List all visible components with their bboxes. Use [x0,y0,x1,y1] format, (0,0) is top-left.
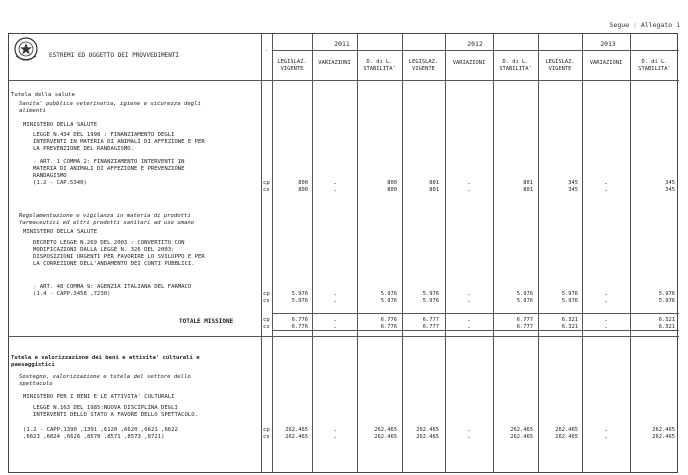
article-48-comma-9: - ART. 48 COMMA 9: AGENZIA ITALIANA DEL FARMACO (1.4 - CAPP.3458 ,7230) [33,284,192,297]
tot-2011-var-cs: - [333,324,337,331]
col-legislaz-2011: LEGISLAZ. VIGENTE [277,59,307,72]
r1-2012-stab-cp: 801 [523,180,533,186]
ministry-beni-culturali: MINISTERO PER I BENI E LE ATTIVITA' CULTURALI [23,394,175,400]
r2-2011-stab-cs: 5.976 [380,298,397,304]
r3-2011-vigente-cp: 262.465 [285,427,308,433]
budget-table: ESTREMI ED OGGETTO DEI PROVVEDIMENTI . 2011 2012 2013 LEGISLAZ. VIGENTE VARIAZIONI D. di L. STABILITA' LEGISLAZ. VIGENTE VARIAZIONI D. di L. STABILITA' LEGISLAZ. VIGENTE VARIAZIONI D. di L. STABILITA' Tutela della salute Sanita' pubblica veterinaria, igiene e sicurezza degli alimenti MINISTERO DELLA SALUTE LEGGE N.434 DEL 1998 : FINANZIAMENTO DEGLI INTERVENTI IN MATERIA DI ANIMALI DI AFFEZIONE E PER LA PREVENZIONE DEL RANDAGISMO. - ART. 1 COMMA 2: FINANZIAMENTO INTERVENTI IN MATERIA DI ANIMALI DI AFFEZIONE E PREVENZIONE RANDAGISMO (1.2 - CAP.5340) cp cs 800 800 - - 800 800 801 801 - - 801 801 345 345 - - 345 345 Regolamentazione e vigilanza in materia di prodotti farmaceutici ed altri prodotti sanitari ad uso umano MINISTERO DELLA SALUTE DECRETO LEGGE N.269 DEL 2003 : CONVERTITO CON MODIFICAZIONI DALLA LEGGE N. 326 DEL 2003: DISPOSIZIONI URGENTI PER FAVORIRE LO SVILUPPO E PER LA CORREZIONE DELL'ANDAMENTO DEI CONTI PUBBLICI. - ART. 48 COMMA 9: AGENZIA ITALIANA DEL FARMACO (1.4 - CAPP.3458 ,7230) cp cs 5.976 5.976 - - 5.976 5.976 5.976 5.976 - - 5.976 5.976 5.976 5.976 - - 5.976 5.976 TOTALE MISSIONE cp cs 6.776 6.776 - - 6.776 6.776 6.777 6.777 - - 6.777 6.777 6.321 6.321 - - 6.321 6.321 Tutela e valorizzazione dei beni e attivita' culturali e paesaggistici Sostegno, valorizzazione e tutela del settore dello spettacolo MINISTERO PER I BENI E LE ATTIVITA' CULTURALI LEGGE N.163 DEL 1985:NUOVA DISCIPLINA DEGLI INTERVENTI DELLO STATO A FAVORE DELLO SPETTACOLO. (1.2 - CAPP.1390 ,1391 ,6120 ,6620 ,6621 ,6622 ,6623 ,6624 ,6626 ,8570 ,8571 ,8573 ,8721) cp cs 262.465 262.465 - - 262.465 262.465 262.465 262.465 - - 262.465 262.465 262.465 262.465 - - 262.465 262.465 [8,33,678,473]
r3-2011-var-cp: - [333,427,337,434]
r2-2012-var-cs: - [467,298,471,305]
tot-2011-stab-cp: 6.776 [380,317,397,323]
r2-2012-stab-cs: 5.976 [516,298,533,304]
r3-2012-stab-cs: 262.465 [510,434,533,440]
r2-2013-var-cs: - [604,298,608,305]
tot-2012-vigente-cp: 6.777 [422,317,439,323]
r2-2012-var-cp: - [467,291,471,298]
r1-2012-vigente-cp: 801 [429,180,439,186]
cp-label-r3: cp [263,427,270,433]
r3-2013-stab-cp: 262.465 [652,427,675,433]
cs-label-r1: cs [263,187,270,193]
r1-2013-vigente-cp: 345 [568,180,578,186]
col-legislaz-2012: LEGISLAZ. VIGENTE [408,59,439,72]
r3-2012-stab-cp: 262.465 [510,427,533,433]
col-legislaz-2013: LEGISLAZ. VIGENTE [545,59,575,72]
law-434-1998: LEGGE N.434 DEL 1998 : FINANZIAMENTO DEGLI INTERVENTI IN MATERIA DI ANIMALI DI AFFEZIONE E PER LA PREVENZIONE DEL RANDAGISMO. [33,132,205,152]
r1-2011-vigente-cs: 800 [298,187,308,193]
r1-2013-var-cs: - [604,187,608,194]
r3-2013-vigente-cp: 262.465 [555,427,578,433]
r1-2013-stab-cs: 345 [665,187,675,193]
r3-2012-vigente-cp: 262.465 [416,427,439,433]
tot-2013-vigente-cp: 6.321 [561,317,578,323]
ministry-salute-1: MINISTERO DELLA SALUTE [23,122,98,128]
r3-2012-vigente-cs: 262.465 [416,434,439,440]
r2-2012-stab-cp: 5.976 [516,291,533,297]
tot-2011-var-cp: - [333,317,337,324]
cp-label-r1: cp [263,180,270,186]
continuation-header: Segue : Allegato 1 [609,21,680,29]
r1-2011-vigente-cp: 800 [298,180,308,186]
r2-2013-stab-cs: 5.976 [658,298,675,304]
tot-2011-vigente-cp: 6.776 [291,317,308,323]
cs-label-tot: cs [263,324,270,330]
mission-title-beni-culturali: Tutela e valorizzazione dei beni e attivita' culturali e paesaggistici [11,355,200,368]
tot-2012-vigente-cs: 6.777 [422,324,439,330]
col-stabilita-2011: D. di L. STABILITA' [363,59,396,72]
r3-2013-vigente-cs: 262.465 [555,434,578,440]
tot-2013-var-cp: - [604,317,608,324]
col-variazioni-2013: VARIAZIONI [589,60,623,66]
r2-2013-vigente-cp: 5.976 [561,291,578,297]
r3-2013-var-cs: - [604,434,608,441]
tot-2012-var-cp: - [467,317,471,324]
r2-2013-vigente-cs: 5.976 [561,298,578,304]
r3-2013-var-cp: - [604,427,608,434]
r2-2011-vigente-cp: 5.976 [291,291,308,297]
r1-2013-var-cp: - [604,180,608,187]
tot-2013-stab-cp: 6.321 [658,317,675,323]
year-2012: 2012 [467,40,483,48]
tot-2012-var-cs: - [467,324,471,331]
r2-2011-var-cs: - [333,298,337,305]
r3-2011-var-cs: - [333,434,337,441]
program-title-veterinaria: Sanita' pubblica veterinaria, igiene e sicurezza degli alimenti [19,101,201,114]
r1-2012-var-cp: - [467,180,471,187]
r2-2011-stab-cp: 5.976 [380,291,397,297]
tot-2013-vigente-cs: 6.321 [561,324,578,330]
r1-2012-vigente-cs: 801 [429,187,439,193]
r3-2011-vigente-cs: 262.465 [285,434,308,440]
program-title-spettacolo: Sostegno, valorizzazione e tutela del settore dello spettacolo [19,374,191,387]
mission-title-salute: Tutela della salute [11,92,75,98]
r2-2011-var-cp: - [333,291,337,298]
r2-2012-vigente-cs: 5.976 [422,298,439,304]
r2-2011-vigente-cs: 5.976 [291,298,308,304]
cs-label-r3: cs [263,434,270,440]
year-2011: 2011 [334,40,350,48]
tot-2011-vigente-cs: 6.776 [291,324,308,330]
col-variazioni-2011: VARIAZIONI [318,60,351,66]
program-title-farmaceutici: Regolamentazione e vigilanza in materia di prodotti farmaceutici ed altri prodotti sanitari ad uso umano [19,213,195,226]
law-163-1985: LEGGE N.163 DEL 1985:NUOVA DISCIPLINA DEGLI INTERVENTI DELLO STATO A FAVORE DELLO SPETTACOLO. [33,405,199,418]
cp-label-tot: cp [263,317,270,323]
tot-2013-var-cs: - [604,324,608,331]
r2-2013-var-cp: - [604,291,608,298]
r3-2013-stab-cs: 262.465 [652,434,675,440]
r3-2012-var-cs: - [467,434,471,441]
col-variazioni-2012: VARIAZIONI [452,60,486,66]
tot-2012-stab-cp: 6.777 [516,317,533,323]
r1-2011-var-cs: - [333,187,337,194]
r1-2011-stab-cs: 800 [387,187,397,193]
tot-2012-stab-cs: 6.777 [516,324,533,330]
decree-269-2003: DECRETO LEGGE N.269 DEL 2003 : CONVERTITO CON MODIFICAZIONI DALLA LEGGE N. 326 DEL 2003: DISPOSIZIONI URGENTI PER FAVORIRE LO SVILUPPO E PER LA CORREZIONE DELL'ANDAMENTO DEI CONTI PUBBLICI. [33,240,205,267]
r1-2013-vigente-cs: 345 [568,187,578,193]
r2-2012-vigente-cp: 5.976 [422,291,439,297]
col-stabilita-2013: D. di L. STABILITA' [638,59,671,72]
tot-2013-stab-cs: 6.321 [658,324,675,330]
r3-2012-var-cp: - [467,427,471,434]
r3-2011-stab-cs: 262.465 [374,434,397,440]
r1-2012-var-cs: - [467,187,471,194]
r1-2011-var-cp: - [333,180,337,187]
ministry-salute-2: MINISTERO DELLA SALUTE [23,229,98,235]
chapters-list: (1.2 - CAPP.1390 ,1391 ,6120 ,6620 ,6621 ,6622 ,6623 ,6624 ,6626 ,8570 ,8571 ,8573 ,8721) [23,427,178,440]
r1-2012-stab-cs: 801 [523,187,533,193]
r2-2013-stab-cp: 5.976 [658,291,675,297]
cp-label-r2: cp [263,291,270,297]
description-column-title: ESTREMI ED OGGETTO DEI PROVVEDIMENTI [49,52,180,59]
article-1-comma-2: - ART. 1 COMMA 2: FINANZIAMENTO INTERVENTI IN MATERIA DI ANIMALI DI AFFEZIONE E PREVENZIONE RANDAGISMO (1.2 - CAP.5340) [33,159,185,186]
r3-2011-stab-cp: 262.465 [374,427,397,433]
cs-label-r2: cs [263,298,270,304]
r1-2013-stab-cp: 345 [665,180,675,186]
year-2013: 2013 [600,40,616,48]
tot-2011-stab-cs: 6.776 [380,324,397,330]
republic-emblem-icon [13,36,39,62]
r1-2011-stab-cp: 800 [387,180,397,186]
col-stabilita-2012: D. di L. STABILITA' [499,59,532,72]
total-mission-label: TOTALE MISSIONE [179,318,234,325]
